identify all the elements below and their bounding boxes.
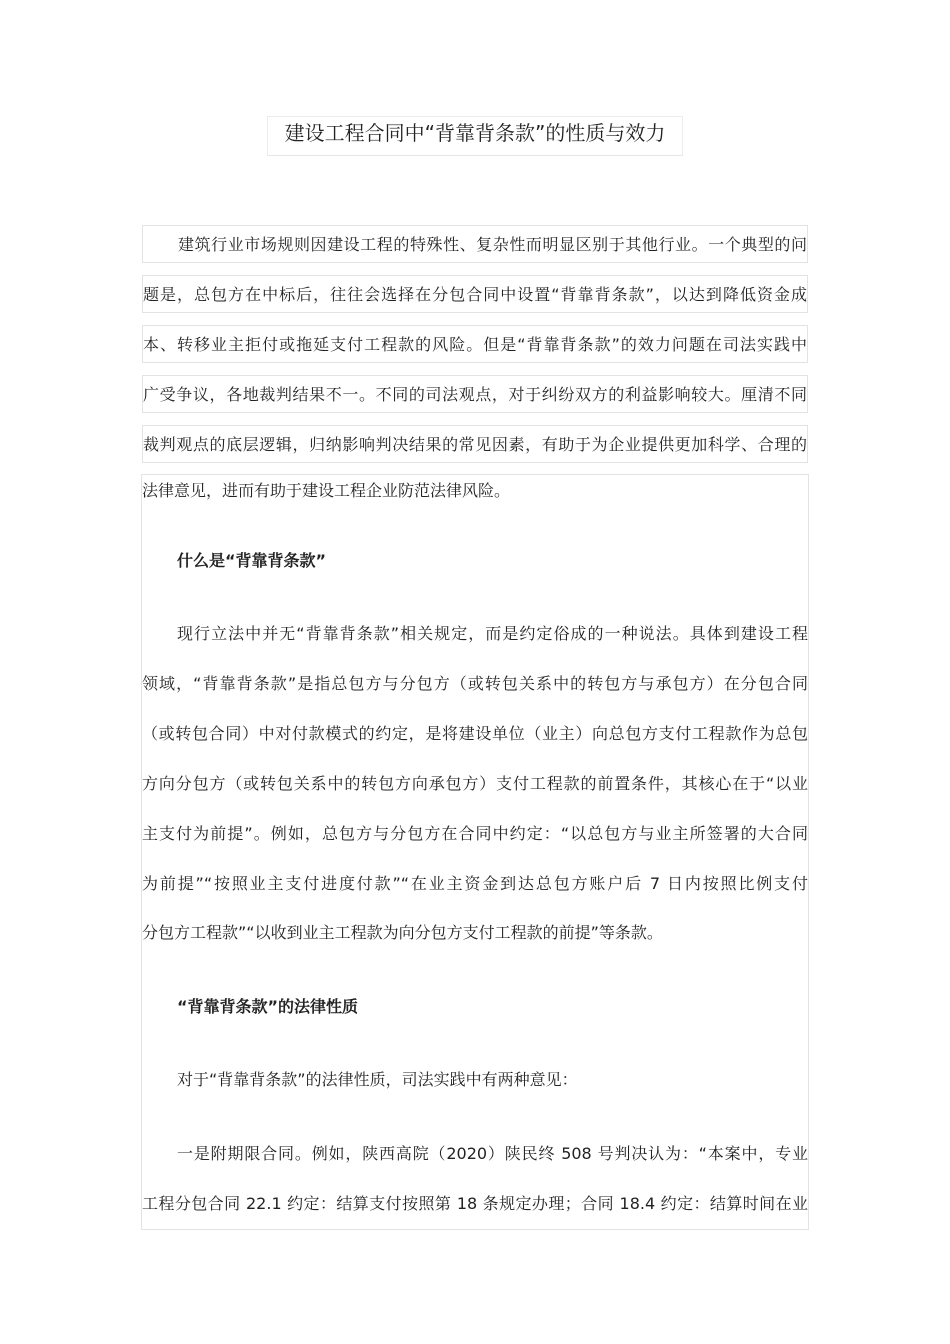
- intro-line-4: 广受争议，各地裁判结果不一。不同的司法观点，对于纠纷双方的利益影响较大。厘清不同: [142, 375, 808, 413]
- section2-line-1: 一是附期限合同。例如，陕西高院（2020）陕民终 508 号判决认为：“本案中，专业: [177, 1144, 808, 1163]
- section1-line-3: （或转包合同）中对付款模式的约定，是将建设单位（业主）向总包方支付工程款作为总包: [142, 724, 808, 743]
- section1-line-7: 分包方工程款”“以收到业主工程款为向分包方支付工程款的前提”等条款。: [142, 923, 663, 942]
- section-heading-what: 什么是“背靠背条款”: [177, 551, 327, 570]
- section1-line-6: 为前提”“按照业主支付进度付款”“在业主资金到达总包方账户后 7 日内按照比例支付: [142, 874, 808, 893]
- intro-line-2: 题是，总包方在中标后，往往会选择在分包合同中设置“背靠背条款”，以达到降低资金成: [142, 275, 808, 313]
- section2-line-2: 工程分包合同 22.1 约定：结算支付按照第 18 条规定办理；合同 18.4 约定：结算时间在业: [142, 1194, 808, 1213]
- intro-line-3: 本、转移业主拒付或拖延支付工程款的风险。但是“背靠背条款”的效力问题在司法实践中: [142, 325, 808, 363]
- section2-intro: 对于“背靠背条款”的法律性质，司法实践中有两种意见：: [177, 1070, 578, 1089]
- section1-line-2: 领域，“背靠背条款”是指总包方与分包方（或转包关系中的转包方与承包方）在分包合同: [142, 674, 808, 693]
- intro-line-6: 法律意见，进而有助于建设工程企业防范法律风险。: [142, 481, 511, 500]
- section-heading-nature: “背靠背条款”的法律性质: [177, 997, 359, 1016]
- section1-line-5: 主支付为前提”。例如，总包方与分包方在合同中约定：“以总包方与业主所签署的大合同: [142, 824, 808, 843]
- intro-line-5: 裁判观点的底层逻辑，归纳影响判决结果的常见因素，有助于为企业提供更加科学、合理的: [142, 425, 808, 463]
- document-title: 建设工程合同中“背靠背条款”的性质与效力: [267, 116, 683, 156]
- intro-line-1: 建筑行业市场规则因建设工程的特殊性、复杂性而明显区别于其他行业。一个典型的问: [142, 225, 808, 263]
- section1-line-4: 方向分包方（或转包关系中的转包方向承包方）支付工程款的前置条件，其核心在于“以业: [142, 774, 808, 793]
- section1-line-1: 现行立法中并无“背靠背条款”相关规定，而是约定俗成的一种说法。具体到建设工程: [177, 624, 808, 643]
